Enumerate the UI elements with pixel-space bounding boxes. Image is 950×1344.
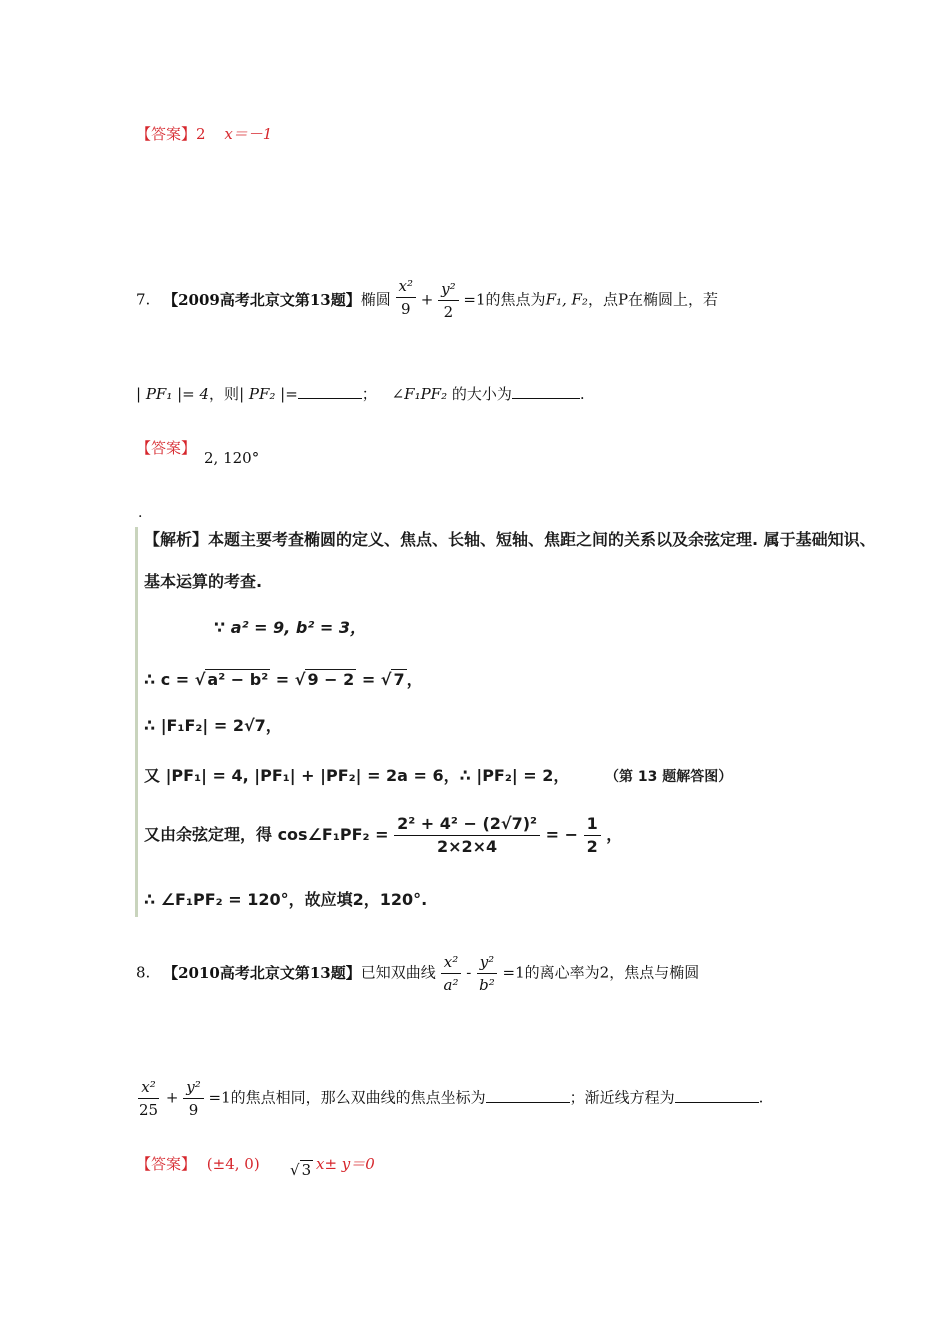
question-number: 8. [136,963,151,982]
question-source: 【2010高考北京文第13题】 [163,963,361,982]
question-8-line2 [136,1078,763,1119]
math-text: = [270,670,295,689]
fraction-x2-9 [396,277,416,318]
solution-line [144,763,732,786]
math-text: = − [545,825,578,844]
half-fraction [584,815,601,856]
equals-one: =1 [208,1088,231,1107]
fraction-denominator: 2 [586,837,598,856]
question-7-line2 [136,384,585,404]
question-text: 椭圆 [360,290,391,309]
math-text: ， [406,670,423,689]
fraction-numerator: x² [138,1078,158,1099]
solution-box [135,527,918,917]
math-text: 又由余弦定理，得 cos∠F₁PF₂ = [144,825,389,844]
fraction-numerator: x² [396,277,416,298]
answer-math: x＝－1 [224,125,273,143]
question-text: 的大小为 [451,385,512,403]
solution-line: ∵ a² = 9, b² = 3， [214,618,366,637]
figure-note: （第 13 题解答图） [604,769,733,785]
question-7-line1 [136,277,719,321]
math-text: = [356,670,381,689]
solution-line-sqrt: ∴ c = √ a² − b² = √ 9 − 2 = √ 7 ， [144,670,423,689]
math-text: ， [606,825,623,844]
solution-line: 【解析】本题主要考查椭圆的定义、焦点、长轴、短轴、焦距之间的关系以及余弦定理. 属于基础知识、 [144,530,876,549]
question-text: 的离心率为2，焦点与椭圆 [524,963,700,982]
answer-8-equation: x± y＝0 [316,1155,375,1173]
question-source: 【2009高考北京文第13题】 [163,290,361,309]
answer-label: 【答案】 [136,1155,197,1173]
sqrt-symbol: √ 3 [290,1161,312,1179]
answer-8-math [290,1160,313,1180]
question-number: 7. [136,290,151,309]
math-text: ∴ c = [144,670,195,689]
question-text: ，则 [209,385,240,403]
answer-6 [136,124,272,144]
answer-blank[interactable] [486,1090,570,1103]
fraction-denominator: 25 [139,1101,159,1119]
fraction-numerator: 2² + 4² − (2√7)² [394,815,540,836]
math-text: 又 |PF₁| = 4, |PF₁| + |PF₂| = 2a = 6，∴ |PF₂| = 2， [144,766,570,785]
fraction-numerator: y² [438,280,459,301]
solution-line: ∴ ∠F₁PF₂ = 120°，故应填2，120°. [144,890,428,909]
fraction-denominator: a² [443,976,459,994]
fraction-y2-b2 [476,953,498,994]
foci-math: F₁, F₂ [545,290,588,309]
math-angle: ∠F₁PF₂ [391,385,448,403]
question-text: 已知双曲线 [360,963,436,982]
answer-blank[interactable] [298,386,362,399]
answer-label: 【答案】 [136,125,197,143]
answer-blank[interactable] [675,1090,759,1103]
fraction-denominator: 2×2×4 [436,837,498,856]
minus-sign: - [466,963,472,982]
period: . [758,1088,764,1107]
stray-dot: . [138,505,143,521]
answer-7-value: 2, 120° [204,449,260,467]
period: . [579,385,585,403]
sqrt-content: 7 [393,670,405,689]
answer-8 [136,1154,260,1174]
solution-line-cosine [144,815,622,856]
answer-text: 2 [196,125,206,143]
answer-7 [136,438,196,458]
answer-label: 【答案】 [136,439,197,457]
fraction-y2-2 [438,280,459,321]
fraction-numerator: y² [477,953,498,974]
fraction-x2-25 [136,1078,161,1119]
equals-one: =1 [502,963,525,982]
solution-line: ∴ |F₁F₂| = 2√7， [144,716,282,735]
fraction-x2-a2 [441,953,462,994]
sqrt-content: a² − b² [207,670,269,689]
equals-one: =1 [463,290,486,309]
solution-line: 基本运算的考查. [144,572,263,591]
fraction-y2-9 [183,1078,204,1119]
question-text: ；渐近线方程为 [569,1088,675,1107]
fraction-denominator: b² [479,976,495,994]
answer-text: (±4, 0) [206,1155,260,1173]
question-text: 的焦点相同，那么双曲线的焦点坐标为 [230,1088,486,1107]
fraction-denominator: 9 [188,1101,199,1119]
plus-sign: + [165,1088,179,1107]
math-pf2: | PF₂ |= [239,385,298,403]
fraction-numerator: x² [441,953,461,974]
fraction-numerator: 1 [584,815,601,836]
question-text: ，点P在椭圆上，若 [587,290,719,309]
math-pf1: | PF₁ |= 4 [136,385,210,403]
answer-blank[interactable] [512,386,580,399]
sqrt-content: 3 [301,1161,312,1179]
plus-sign: + [420,290,434,309]
fraction-denominator: 2 [443,303,454,321]
fraction-numerator: y² [183,1078,204,1099]
question-8-line1 [136,953,699,994]
sqrt-content: 9 − 2 [307,670,355,689]
fraction-denominator: 9 [400,300,411,318]
question-text: ； [361,385,377,403]
cosine-fraction [394,815,540,856]
question-text: 的焦点为 [485,290,546,309]
